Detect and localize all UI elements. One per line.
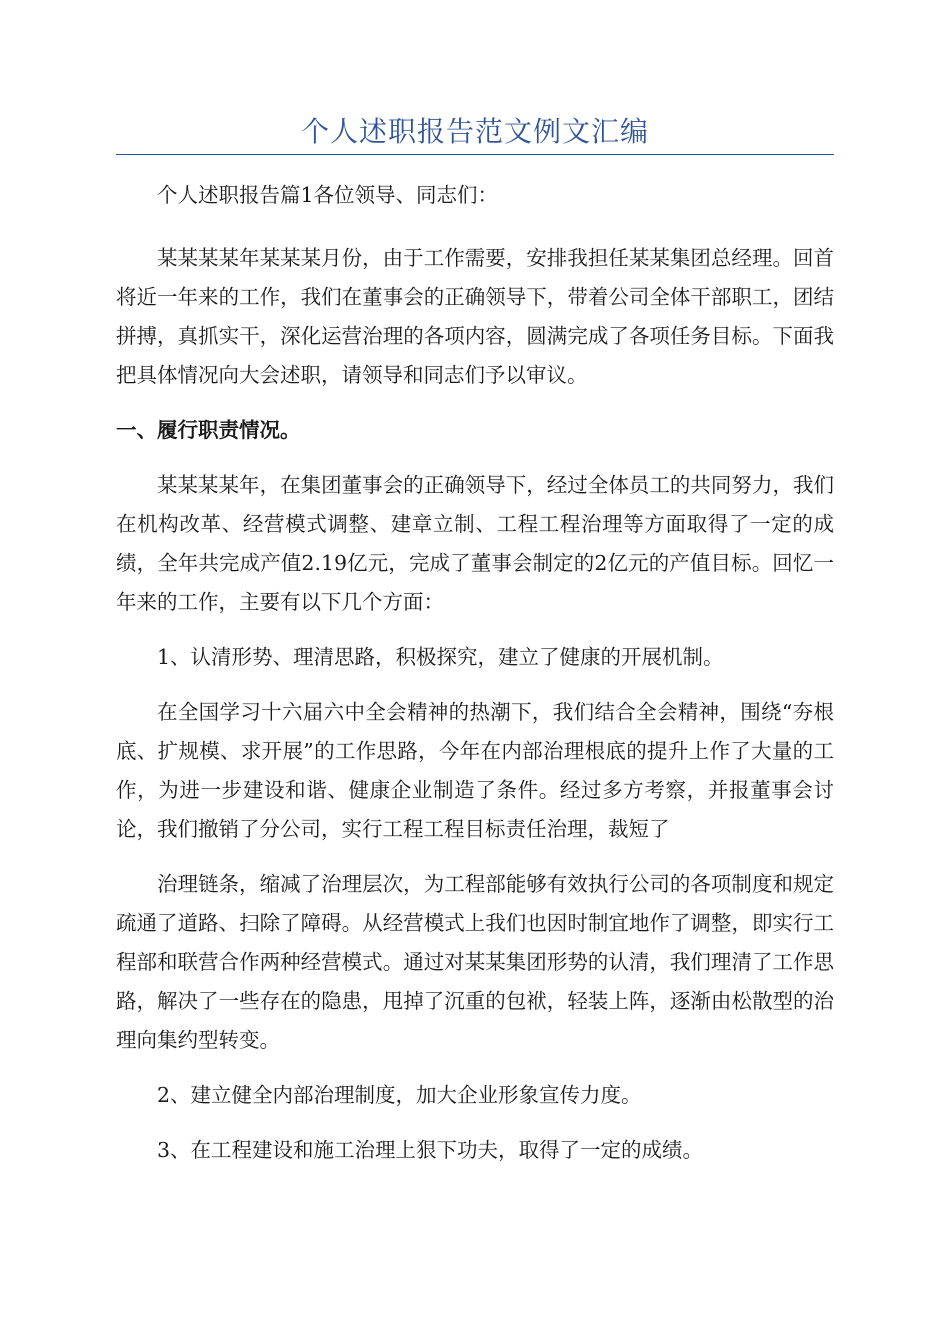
paragraph-achievements: 某某某某年，在集团董事会的正确领导下，经过全体员工的共同努力，我们在机构改革、经营模式调整、建章立制、工程工程治理等方面取得了一定的成绩，全年共完成产值2.19亿元，完成了董事会制定的2亿元的产值目标。回忆一年来的工作，主要有以下几个方面：	[116, 473, 834, 614]
document-body	[116, 176, 834, 1186]
paragraph-greeting: 个人述职报告篇1各位领导、同志们：	[157, 183, 499, 207]
section-heading: 一、履行职责情况。	[116, 418, 301, 442]
paragraph-reform: 在全国学习十六届六中全会精神的热潮下，我们结合全会精神，围绕“夯根底、扩规模、求开展”的工作思路，今年在内部治理根底的提升上作了大量的工作，为进一步建设和谐、健康企业制造了条件。经过多方考察，并报董事会讨论，我们撤销了分公司，实行工程工程目标责任治理，裁短了	[116, 700, 834, 841]
list-item-2: 2、建立健全内部治理制度，加大企业形象宣传力度。	[157, 1083, 642, 1107]
list-item-1: 1、认清形势、理清思路，积极探究，建立了健康的开展机制。	[157, 645, 724, 669]
list-item-3: 3、在工程建设和施工治理上狠下功夫，取得了一定的成绩。	[157, 1138, 704, 1162]
paragraph-intro: 某某某某年某某某月份，由于工作需要，安排我担任某某集团总经理。回首将近一年来的工作，我们在董事会的正确领导下，带着公司全体干部职工，团结拼搏，真抓实干，深化运营治理的各项内容，圆满完成了各项任务目标。下面我把具体情况向大会述职，请领导和同志们予以审议。	[116, 246, 834, 387]
paragraph-management-chain: 治理链条，缩减了治理层次，为工程部能够有效执行公司的各项制度和规定疏通了道路、扫除了障碍。从经营模式上我们也因时制宜地作了调整，即实行工程部和联营合作两种经营模式。通过对某某集团形势的认清，我们理清了工作思路，解决了一些存在的隐患，甩掉了沉重的包袱，轻装上阵，逐渐由松散型的治理向集约型转变。	[116, 872, 834, 1052]
title-underline	[116, 154, 834, 155]
page-title: 个人述职报告范文例文汇编	[300, 115, 649, 148]
